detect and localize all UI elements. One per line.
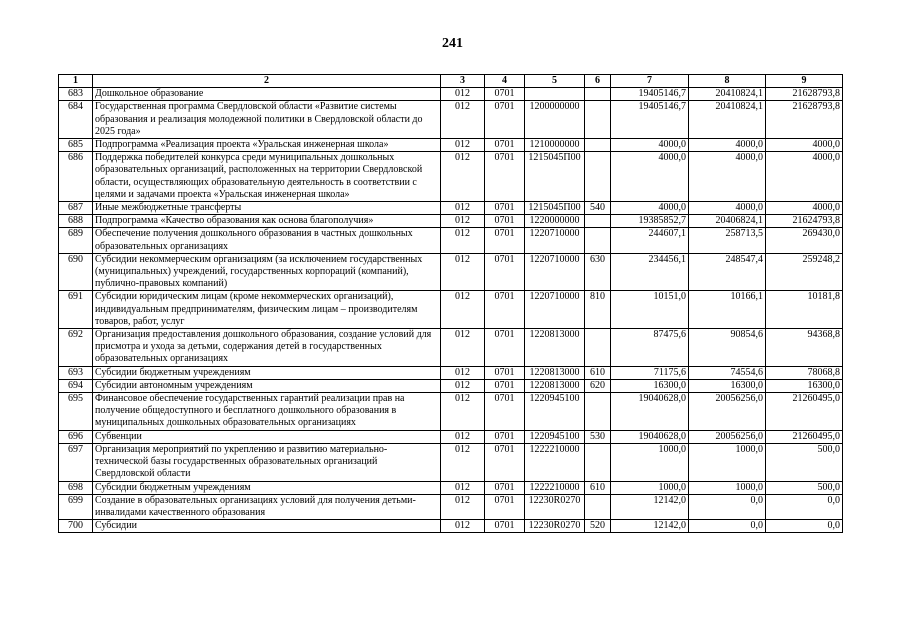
expense-type-code — [585, 101, 611, 139]
expense-type-code: 620 — [585, 379, 611, 392]
target-article-code: 1220710000 — [525, 228, 585, 253]
amount-col7: 244607,1 — [611, 228, 689, 253]
amount-col9: 4000,0 — [766, 139, 843, 152]
expense-type-code: 610 — [585, 481, 611, 494]
row-number: 685 — [59, 139, 93, 152]
row-number: 696 — [59, 430, 93, 443]
row-name: Субсидии юридическим лицам (кроме некоммерческих организаций), индивидуальным предпринимателям, физическим лицам – производителям товаров, работ, услуг — [93, 291, 441, 329]
expense-type-code — [585, 152, 611, 202]
table-row — [59, 481, 843, 494]
amount-col7: 19405146,7 — [611, 88, 689, 101]
amount-col7: 4000,0 — [611, 202, 689, 215]
amount-col7: 4000,0 — [611, 139, 689, 152]
target-article-code: 1220000000 — [525, 215, 585, 228]
target-article-code: 1215045П00 — [525, 202, 585, 215]
column-header: 5 — [525, 75, 585, 88]
table-row — [59, 228, 843, 253]
ministry-code: 012 — [441, 520, 485, 533]
row-number: 688 — [59, 215, 93, 228]
target-article-code: 1210000000 — [525, 139, 585, 152]
table-row — [59, 443, 843, 481]
ministry-code: 012 — [441, 430, 485, 443]
amount-col9: 21628793,8 — [766, 101, 843, 139]
amount-col9: 259248,2 — [766, 253, 843, 291]
row-name: Создание в образовательных организациях условий для получения детьми-инвалидами качественного образования — [93, 494, 441, 519]
column-header: 2 — [93, 75, 441, 88]
row-name: Подпрограмма «Реализация проекта «Уральская инженерная школа» — [93, 139, 441, 152]
ministry-code: 012 — [441, 253, 485, 291]
table-row — [59, 152, 843, 202]
expense-type-code: 610 — [585, 366, 611, 379]
amount-col8: 0,0 — [689, 520, 766, 533]
amount-col7: 87475,6 — [611, 329, 689, 367]
row-number: 699 — [59, 494, 93, 519]
table-row — [59, 520, 843, 533]
table-row — [59, 329, 843, 367]
row-number: 694 — [59, 379, 93, 392]
section-code: 0701 — [485, 253, 525, 291]
expense-type-code — [585, 393, 611, 431]
section-code: 0701 — [485, 139, 525, 152]
section-code: 0701 — [485, 152, 525, 202]
amount-col8: 258713,5 — [689, 228, 766, 253]
target-article-code: 1220710000 — [525, 291, 585, 329]
amount-col9: 21260495,0 — [766, 430, 843, 443]
expense-type-code — [585, 329, 611, 367]
section-code: 0701 — [485, 329, 525, 367]
amount-col8: 4000,0 — [689, 139, 766, 152]
amount-col8: 1000,0 — [689, 481, 766, 494]
ministry-code: 012 — [441, 215, 485, 228]
column-header: 1 — [59, 75, 93, 88]
table-row — [59, 202, 843, 215]
ministry-code: 012 — [441, 494, 485, 519]
table-row — [59, 139, 843, 152]
amount-col8: 20406824,1 — [689, 215, 766, 228]
table-row — [59, 253, 843, 291]
amount-col9: 500,0 — [766, 481, 843, 494]
expense-type-code — [585, 228, 611, 253]
amount-col9: 0,0 — [766, 494, 843, 519]
expense-type-code: 630 — [585, 253, 611, 291]
target-article-code: 1222210000 — [525, 443, 585, 481]
expense-type-code: 810 — [585, 291, 611, 329]
section-code: 0701 — [485, 481, 525, 494]
column-header: 8 — [689, 75, 766, 88]
ministry-code: 012 — [441, 139, 485, 152]
amount-col7: 4000,0 — [611, 152, 689, 202]
ministry-code: 012 — [441, 152, 485, 202]
amount-col7: 19040628,0 — [611, 430, 689, 443]
row-name: Обеспечение получения дошкольного образования в частных дошкольных образовательных организациях — [93, 228, 441, 253]
amount-col9: 500,0 — [766, 443, 843, 481]
section-code: 0701 — [485, 291, 525, 329]
amount-col8: 248547,4 — [689, 253, 766, 291]
amount-col8: 4000,0 — [689, 152, 766, 202]
row-number: 690 — [59, 253, 93, 291]
amount-col7: 19405146,7 — [611, 101, 689, 139]
amount-col8: 20410824,1 — [689, 88, 766, 101]
amount-col9: 94368,8 — [766, 329, 843, 367]
row-number: 697 — [59, 443, 93, 481]
expense-type-code — [585, 88, 611, 101]
target-article-code: 1220945100 — [525, 430, 585, 443]
expense-type-code — [585, 215, 611, 228]
row-number: 684 — [59, 101, 93, 139]
amount-col9: 10181,8 — [766, 291, 843, 329]
section-code: 0701 — [485, 101, 525, 139]
expense-type-code: 530 — [585, 430, 611, 443]
expense-type-code — [585, 139, 611, 152]
amount-col8: 0,0 — [689, 494, 766, 519]
row-number: 683 — [59, 88, 93, 101]
row-number: 687 — [59, 202, 93, 215]
target-article-code: 1220813000 — [525, 366, 585, 379]
amount-col7: 1000,0 — [611, 481, 689, 494]
amount-col7: 19385852,7 — [611, 215, 689, 228]
ministry-code: 012 — [441, 101, 485, 139]
amount-col9: 4000,0 — [766, 202, 843, 215]
row-name: Иные межбюджетные трансферты — [93, 202, 441, 215]
target-article-code: 1222210000 — [525, 481, 585, 494]
section-code: 0701 — [485, 215, 525, 228]
target-article-code: 12230R0270 — [525, 494, 585, 519]
ministry-code: 012 — [441, 228, 485, 253]
column-header: 9 — [766, 75, 843, 88]
row-number: 686 — [59, 152, 93, 202]
expense-type-code — [585, 494, 611, 519]
target-article-code: 1220710000 — [525, 253, 585, 291]
target-article-code: 1220813000 — [525, 379, 585, 392]
section-code: 0701 — [485, 393, 525, 431]
row-name: Организация мероприятий по укреплению и развитию материально-технической базы государственных образовательных организаций Свердловской области — [93, 443, 441, 481]
row-name: Субсидии бюджетным учреждениям — [93, 481, 441, 494]
table-body — [59, 88, 843, 533]
section-code: 0701 — [485, 202, 525, 215]
amount-col7: 12142,0 — [611, 520, 689, 533]
target-article-code: 1215045П00 — [525, 152, 585, 202]
expense-type-code: 520 — [585, 520, 611, 533]
row-name: Дошкольное образование — [93, 88, 441, 101]
amount-col8: 20056256,0 — [689, 430, 766, 443]
amount-col9: 269430,0 — [766, 228, 843, 253]
expense-type-code — [585, 443, 611, 481]
ministry-code: 012 — [441, 329, 485, 367]
budget-table — [58, 74, 843, 533]
amount-col9: 21624793,8 — [766, 215, 843, 228]
section-code: 0701 — [485, 88, 525, 101]
row-name: Организация предоставления дошкольного образования, создание условий для присмотра и ухода за детьми, содержания детей в государственных образовательных организациях — [93, 329, 441, 367]
table-row — [59, 379, 843, 392]
ministry-code: 012 — [441, 379, 485, 392]
amount-col9: 4000,0 — [766, 152, 843, 202]
table-row — [59, 393, 843, 431]
section-code: 0701 — [485, 228, 525, 253]
target-article-code: 1220813000 — [525, 329, 585, 367]
column-header: 4 — [485, 75, 525, 88]
amount-col7: 10151,0 — [611, 291, 689, 329]
row-number: 700 — [59, 520, 93, 533]
amount-col9: 78068,8 — [766, 366, 843, 379]
ministry-code: 012 — [441, 393, 485, 431]
row-name: Субвенции — [93, 430, 441, 443]
target-article-code — [525, 88, 585, 101]
ministry-code: 012 — [441, 291, 485, 329]
target-article-code: 1220945100 — [525, 393, 585, 431]
row-name: Субсидии автономным учреждениям — [93, 379, 441, 392]
ministry-code: 012 — [441, 481, 485, 494]
amount-col7: 1000,0 — [611, 443, 689, 481]
amount-col7: 12142,0 — [611, 494, 689, 519]
section-code: 0701 — [485, 443, 525, 481]
section-code: 0701 — [485, 430, 525, 443]
section-code: 0701 — [485, 366, 525, 379]
table-row — [59, 88, 843, 101]
amount-col8: 10166,1 — [689, 291, 766, 329]
amount-col7: 19040628,0 — [611, 393, 689, 431]
section-code: 0701 — [485, 520, 525, 533]
expense-type-code: 540 — [585, 202, 611, 215]
row-name: Подпрограмма «Качество образования как основа благополучия» — [93, 215, 441, 228]
row-number: 692 — [59, 329, 93, 367]
amount-col9: 0,0 — [766, 520, 843, 533]
ministry-code: 012 — [441, 366, 485, 379]
row-name: Субсидии некоммерческим организациям (за исключением государственных (муниципальных) учреждений, государственных корпораций (компаний), публично-правовых компаний) — [93, 253, 441, 291]
table-row — [59, 291, 843, 329]
amount-col9: 21628793,8 — [766, 88, 843, 101]
row-name: Субсидии — [93, 520, 441, 533]
amount-col8: 74554,6 — [689, 366, 766, 379]
row-name: Финансовое обеспечение государственных гарантий реализации прав на получение общедоступного и бесплатного дошкольного образования в муниципальных дошкольных образовательных организациях — [93, 393, 441, 431]
header-row — [59, 75, 843, 88]
ministry-code: 012 — [441, 88, 485, 101]
amount-col8: 20410824,1 — [689, 101, 766, 139]
row-name: Поддержка победителей конкурса среди муниципальных дошкольных образовательных организаций, расположенных на территории Свердловской области, осуществляющих образовательную деятельность в соответствии с целями и задачами проекта «Уральская инженерная школа» — [93, 152, 441, 202]
row-number: 693 — [59, 366, 93, 379]
target-article-code: 12230R0270 — [525, 520, 585, 533]
amount-col8: 90854,6 — [689, 329, 766, 367]
section-code: 0701 — [485, 494, 525, 519]
amount-col7: 71175,6 — [611, 366, 689, 379]
amount-col8: 16300,0 — [689, 379, 766, 392]
table-row — [59, 494, 843, 519]
column-header: 3 — [441, 75, 485, 88]
table-row — [59, 430, 843, 443]
amount-col8: 20056256,0 — [689, 393, 766, 431]
table-row — [59, 101, 843, 139]
row-number: 689 — [59, 228, 93, 253]
table-row — [59, 366, 843, 379]
row-name: Субсидии бюджетным учреждениям — [93, 366, 441, 379]
row-number: 698 — [59, 481, 93, 494]
section-code: 0701 — [485, 379, 525, 392]
row-name: Государственная программа Свердловской области «Развитие системы образования и реализация молодежной политики в Свердловской области до 2025 года» — [93, 101, 441, 139]
column-header: 7 — [611, 75, 689, 88]
ministry-code: 012 — [441, 202, 485, 215]
row-number: 695 — [59, 393, 93, 431]
row-number: 691 — [59, 291, 93, 329]
target-article-code: 1200000000 — [525, 101, 585, 139]
page-number: 241 — [442, 36, 463, 51]
amount-col8: 1000,0 — [689, 443, 766, 481]
amount-col7: 16300,0 — [611, 379, 689, 392]
column-header: 6 — [585, 75, 611, 88]
amount-col9: 16300,0 — [766, 379, 843, 392]
amount-col7: 234456,1 — [611, 253, 689, 291]
amount-col8: 4000,0 — [689, 202, 766, 215]
ministry-code: 012 — [441, 443, 485, 481]
table-row — [59, 215, 843, 228]
amount-col9: 21260495,0 — [766, 393, 843, 431]
